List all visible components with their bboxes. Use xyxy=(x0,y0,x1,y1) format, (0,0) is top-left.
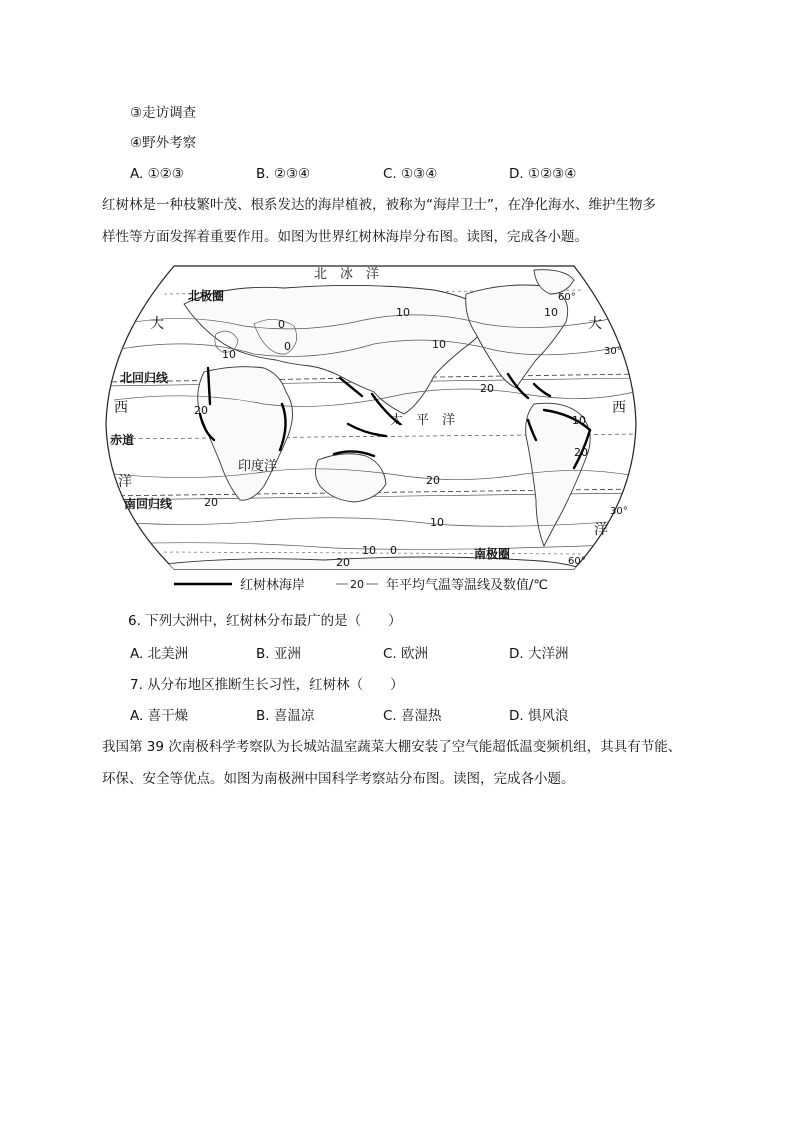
question-6-stem: 6. 下列大洲中，红树林分布最广的是（ ） xyxy=(128,613,402,629)
label-north-ocean: 北 冰 洋 xyxy=(314,267,380,282)
label-equator: 赤道 xyxy=(110,433,135,447)
mangrove-world-map xyxy=(104,264,640,594)
label-indian: 印度洋 xyxy=(238,459,278,474)
legend-isotherm-label: 年平均气温等温线及数值/℃ xyxy=(386,578,548,593)
label-atlantic-left-3: 洋 xyxy=(118,474,132,490)
iso-value: 20 xyxy=(336,556,350,569)
iso-value: 0 xyxy=(284,340,291,353)
q7-option-a: A. 喜干燥 xyxy=(130,708,189,724)
label-tropic-south: 南回归线 xyxy=(124,497,173,511)
q7-option-c: C. 喜湿热 xyxy=(383,708,442,724)
iso-value: 10 xyxy=(432,338,446,351)
label-lat-60n: 60° xyxy=(558,292,576,303)
q6-option-d: D. 大洋洲 xyxy=(509,646,569,662)
q6-option-b: B. 亚洲 xyxy=(256,646,301,662)
iso-value: 0 xyxy=(278,318,285,331)
iso-value: 10 xyxy=(396,306,410,319)
option-item-3: ③走访调查 xyxy=(130,105,197,121)
prev-option-d: D. ①②③④ xyxy=(509,166,577,182)
intro-paragraph-line-2: 样性等方面发挥着重要作用。如图为世界红树林海岸分布图。读图，完成各小题。 xyxy=(102,229,588,245)
label-atlantic-right-3: 洋 xyxy=(594,522,608,538)
label-atlantic-right-1: 大 xyxy=(588,316,602,332)
iso-value: 10 xyxy=(572,414,586,427)
iso-value: 20 xyxy=(204,496,218,509)
label-atlantic-left-1: 大 xyxy=(150,316,164,332)
label-atlantic-left-2: 西 xyxy=(114,400,128,416)
prev-option-b: B. ②③④ xyxy=(256,166,311,182)
intro2-paragraph-line-1: 我国第 39 次南极科学考察队为长城站温室蔬菜大棚安装了空气能超低温变频机组，其具有节能、 xyxy=(102,739,682,755)
label-tropic-north: 北回归线 xyxy=(120,371,169,385)
iso-value: 20 xyxy=(574,446,588,459)
label-arctic-circle: 北极圈 xyxy=(188,289,225,303)
q6-option-a: A. 北美洲 xyxy=(130,646,189,662)
legend-mangrove-label: 红树林海岸 xyxy=(240,578,306,593)
prev-option-c: C. ①③④ xyxy=(383,166,438,182)
iso-value: 20 xyxy=(194,404,208,417)
label-atlantic-right-2: 西 xyxy=(612,400,626,416)
intro-paragraph-line-1: 红树林是一种枝繁叶茂、根系发达的海岸植被，被称为“海岸卫士”，在净化海水、维护生物多 xyxy=(102,197,656,213)
iso-value: 10 xyxy=(544,306,558,319)
question-7-stem: 7. 从分布地区推断生长习性，红树林（ ） xyxy=(130,677,404,693)
option-item-4: ④野外考察 xyxy=(130,135,197,151)
q6-option-c: C. 欧洲 xyxy=(383,646,429,662)
label-lat-60s: 60° xyxy=(568,556,586,567)
label-antarctic-circle: 南极圈 xyxy=(474,547,511,561)
intro2-paragraph-line-2: 环保、安全等优点。如图为南极洲中国科学考察站分布图。读图，完成各小题。 xyxy=(102,771,575,787)
label-lat-30n: 30° xyxy=(604,346,622,357)
iso-value: 0 xyxy=(390,544,397,557)
label-pacific: 太 平 洋 xyxy=(390,413,456,428)
q7-option-d: D. 惧风浪 xyxy=(509,708,569,724)
legend-isotherm-sample: 20 xyxy=(350,578,364,591)
iso-value: 10 xyxy=(430,516,444,529)
prev-option-a: A. ①②③ xyxy=(130,166,184,182)
iso-value: 20 xyxy=(480,382,494,395)
iso-value: 10 xyxy=(222,348,236,361)
iso-value: 10 xyxy=(362,544,376,557)
iso-value: 20 xyxy=(426,474,440,487)
q7-option-b: B. 喜温凉 xyxy=(256,708,315,724)
label-lat-30s: 30° xyxy=(610,506,628,517)
